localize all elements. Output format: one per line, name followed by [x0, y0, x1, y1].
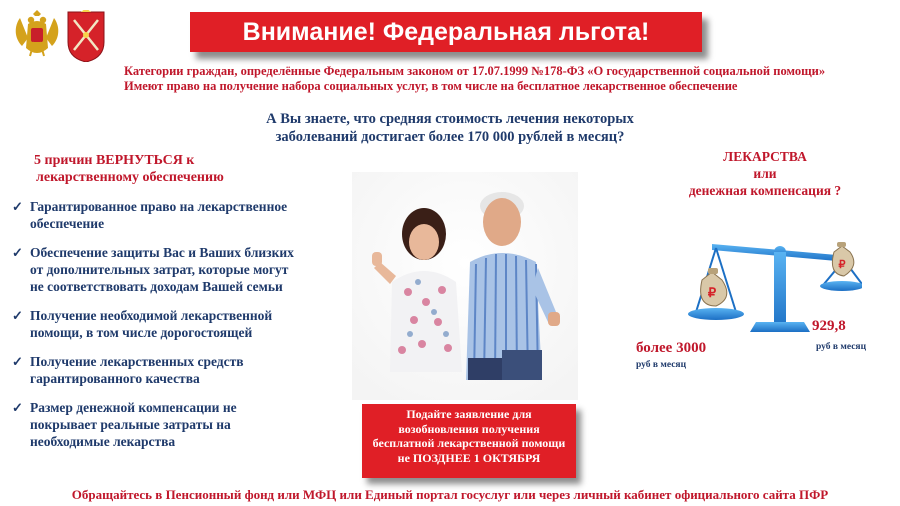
compensation-unit: руб в месяц: [816, 342, 867, 352]
comparison-title-line-1: ЛЕКАРСТВА: [723, 149, 807, 164]
compensation-value: 929,8: [812, 318, 846, 334]
question-line-1: А Вы знаете, что средняя стоимость лечения некоторых: [266, 111, 634, 127]
reason-line: обеспечение: [30, 216, 105, 231]
question-line-2: заболеваний достигает более 170 000 рублей в месяц?: [275, 129, 625, 145]
emblems: [10, 8, 110, 66]
reason-line: не соответствовать доходам Вашей семьи: [30, 279, 283, 294]
reason-line: Размер денежной компенсации не: [30, 400, 237, 415]
page-title: Внимание! Федеральная льгота!: [190, 12, 702, 52]
checkmark-icon: ✓: [12, 199, 23, 214]
apply-line-1: Подайте заявление для: [406, 407, 532, 421]
spb-coat-of-arms: [66, 10, 106, 62]
reason-line: покрывает реальные затраты на: [30, 417, 231, 432]
apply-notice: [362, 404, 576, 478]
checkmark-icon: ✓: [12, 245, 23, 260]
cost-question: [240, 110, 660, 146]
money-bag-icon: [701, 268, 727, 306]
reason-line: помощи, в том числе дорогостоящей: [30, 325, 253, 340]
apply-line-3: бесплатной лекарственной помощи: [372, 436, 566, 450]
checkmark-icon: ✓: [12, 354, 23, 369]
intro-line-1: Категории граждан, определённые Федеральным законом от 17.07.1999 №178-ФЗ «О государственной социальной помощи»: [124, 64, 826, 78]
list-item: [12, 244, 342, 295]
reasons-list: [12, 198, 342, 462]
list-item: [12, 198, 342, 232]
medicine-value: более 3000: [636, 340, 707, 356]
reason-line: Получение лекарственных средств: [30, 354, 244, 369]
footer-contact-text: Обращайтесь в Пенсионный фонд или МФЦ или Единый портал госуслуг или через личный кабинет официального сайта ПФР: [71, 487, 829, 502]
svg-text:₽: ₽: [707, 285, 717, 300]
reason-line: от дополнительных затрат, которые могут: [30, 262, 289, 277]
list-item: [12, 307, 342, 341]
comparison-title: [660, 148, 870, 199]
list-item: [12, 353, 342, 387]
reasons-title-line-1: 5 причин ВЕРНУТЬСЯ к: [34, 153, 195, 168]
money-bag-icon: [832, 242, 853, 276]
checkmark-icon: ✓: [12, 308, 23, 323]
comparison-title-line-2: или: [753, 166, 777, 181]
checkmark-icon: ✓: [12, 400, 23, 415]
comparison-title-line-3: денежная компенсация ?: [688, 183, 842, 198]
reasons-title-line-2: лекарственному обеспечению: [36, 170, 224, 185]
reason-line: Получение необходимой лекарственной: [30, 308, 273, 323]
list-item: [12, 399, 342, 450]
medicine-unit: руб в месяц: [636, 360, 687, 370]
apply-deadline: не ПОЗДНЕЕ 1 ОКТЯБРЯ: [397, 450, 541, 465]
reason-line: гарантированного качества: [30, 371, 200, 386]
reason-line: Обеспечение защиты Вас и Ваших близких: [30, 245, 294, 260]
reason-line: необходимые лекарства: [30, 434, 176, 449]
intro-line-2: Имеют право на получение набора социальных услуг, в том числе на бесплатное лекарственное обеспечение: [124, 79, 738, 93]
apply-line-2: возобновления получения: [398, 421, 540, 436]
elderly-couple-photo: [352, 172, 578, 400]
reason-line: Гарантированное право на лекарственное: [30, 199, 288, 214]
intro-text: [124, 64, 894, 94]
reasons-title: [34, 152, 334, 186]
svg-text:₽: ₽: [838, 259, 846, 271]
